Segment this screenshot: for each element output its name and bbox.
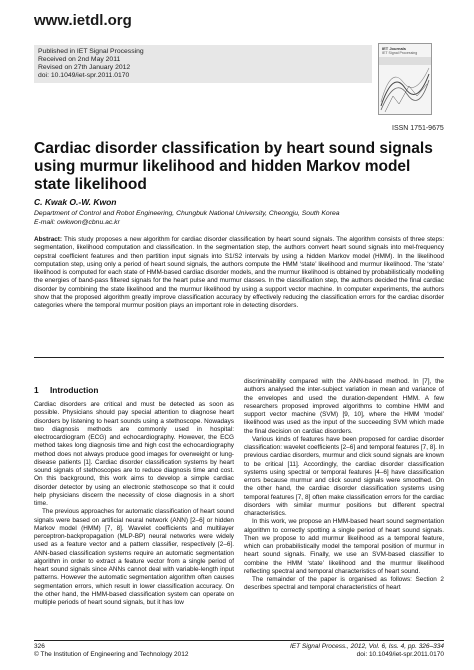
page-number: 326 xyxy=(34,643,45,650)
cover-logo: IET Journals xyxy=(382,46,407,51)
abstract-label: Abstract: xyxy=(34,236,63,243)
issn: ISSN 1751-9675 xyxy=(392,125,444,132)
intro-paragraph: Cardiac disorders are critical and must be detected as soon as possible. Physicians should pay special attention to diagnose heart disorders by listening to heart sounds using a stethoscope. Nowadays two diagnosis methods are commonly used in hospital: electrocardiogram (ECG) and echocardiography. However, the ECG method takes long diagnosis time and high cost the echocardiography method does not always produce good images for overweight or lung-disease patients [1]. Cardiac disorder classification systems by heart sound signals of stethoscopes are to reduce diagnosis time and cost. On this background, this work aims to develop a simple cardiac disorder detector by using an electronic stethoscope so that it could help physicians discern the necessity of close diagnosis in a short time. xyxy=(34,401,234,507)
body-paragraph: discriminability compared with the ANN-based method. In [7], the authors analysed the inter-subject variation in mean and variance of the envelopes and used the duration-dependent HMM. A few researchers proposed improved algorithms to combine HMM and support vector machine (SVM) [9, 10], where the HMM ‘model’ likelihood was used as the input of the succeeding SVM which made the final decision on cardiac disorders. xyxy=(244,378,444,435)
citation xyxy=(290,643,444,651)
section-title: Introduction xyxy=(50,385,99,395)
journal-cover-image xyxy=(378,43,432,115)
citation-text: IET Signal Process., 2012, Vol. 6, Iss. 4, pp. 326–334 xyxy=(289,643,444,650)
section-number: 1 xyxy=(34,385,39,395)
pub-info-received: Received on 2nd May 2011 xyxy=(38,56,121,63)
abstract xyxy=(34,236,444,310)
abstract-text: This study proposes a new algorithm for cardiac disorder classification by heart sound signals. The algorithm consists of three steps: segmentation, likelihood computation and classification. In the segmentation step, the authors convert heart sound signals into mel-frequency cepstral coefficient features and then partition input signals into S1/S2 intervals by using a hidden Markov model (HMM). In the likelihood computation step, using only a period of heart sound signals, the authors compute the HMM ‘state’ likelihood and murmur likelihood. The ‘state’ likelihood is computed for each state of HMM-based cardiac disorder models, and the murmur likelihood is obtained by probabilistically modelling the energies of band-pass filtered signals for the heart pulse and murmur classes. In the classification step, the authors decided the final cardiac disorder by combining the state likelihood and the murmur likelihood by using a support vector machine. In computer experiments, the authors show that the proposed algorithm greatly improve classification accuracy by effectively reducing the classification errors for the cardiac disorder categories where the temporal murmur position plays an important role in detecting disorders. xyxy=(34,236,444,309)
paper-title: Cardiac disorder classification by heart sound signals using murmur likelihood and hidden Markov model state likelihood xyxy=(34,140,433,193)
cover-graphic xyxy=(379,66,431,114)
right-column xyxy=(244,378,444,593)
pub-info-revised: Revised on 27th January 2012 xyxy=(38,64,131,71)
cover-band xyxy=(379,57,431,65)
authors: C. Kwak O.-W. Kwon xyxy=(34,197,117,207)
footer-divider xyxy=(34,640,444,641)
footer-doi[interactable]: doi: 10.1049/iet-spr.2011.0170 xyxy=(356,651,444,658)
body-paragraph: In this work, we propose an HMM-based heart sound segmentation algorithm to correctly spotting a single period of heart sound signals. Then we propose to add murmur likelihood as a temporal feature, which can probabilistically model the temporal position of murmur in heart sound signals. Finally, we use an SVM-based classifier to combine the HMM ‘state’ likelihood and the murmur likelihood reflecting spectral and temporal characteristics of heart sound. xyxy=(244,518,444,575)
intro-paragraph: The previous approaches for automatic classification of heart sound signals were based on artificial neural network (ANN) [2–6] or hidden Markov model (HMM) [7, 8]. Wavelet coefficients and multilayer perceptron-backpropagation (MLP-BP) neural networks were widely used as a feature vector and a pattern classifier, respectively [2–6]. ANN-based classification systems require an automatic segmentation algorithm in order to extract a feature vector from a single period of heart sound signals since ANNs cannot deal with variable-length input patterns. However the automatic segmentation algorithm often causes segmentation errors, which result in lower classification accuracy. On the other hand, the HMM-based classification system can operate on multiple periods of heart sound signals, but it has low xyxy=(34,508,234,606)
copyright: © The Institution of Engineering and Technology 2012 xyxy=(34,651,189,658)
section-heading xyxy=(34,385,98,395)
pub-info-journal: Published in IET Signal Processing xyxy=(38,48,144,55)
pub-info-doi: doi: 10.1049/iet-spr.2011.0170 xyxy=(38,72,130,79)
site-url[interactable]: www.ietdl.org xyxy=(34,12,132,29)
email[interactable]: E-mail: owkwon@cbnu.ac.kr xyxy=(34,219,120,226)
affiliation: Department of Control and Robot Engineering, Chungbuk National University, Cheongju, South Korea xyxy=(34,210,340,217)
left-column xyxy=(34,401,234,607)
body-paragraph: Various kinds of features have been proposed for cardiac disorder classification: wavelet coefficients [2–6] and temporal features [7, 8]. In previous cardiac disorders, murmur and click sound signals are known to be critical [11]. Accordingly, the cardiac disorder classification systems using spectral or temporal features [4–6] have classification errors because murmur and click sound signals were smoothed. On the other hand, the cardiac disorder classification systems using temporal features [7, 8] often make classification errors for the cardiac disorders with similar murmur positions but different spectral characteristics. xyxy=(244,435,444,517)
abstract-divider xyxy=(34,357,444,358)
cover-title: IET Signal Processing xyxy=(382,51,418,55)
body-paragraph: The remainder of the paper is organised as follows: Section 2 describes spectral and temporal characteristics of heart xyxy=(244,576,444,592)
